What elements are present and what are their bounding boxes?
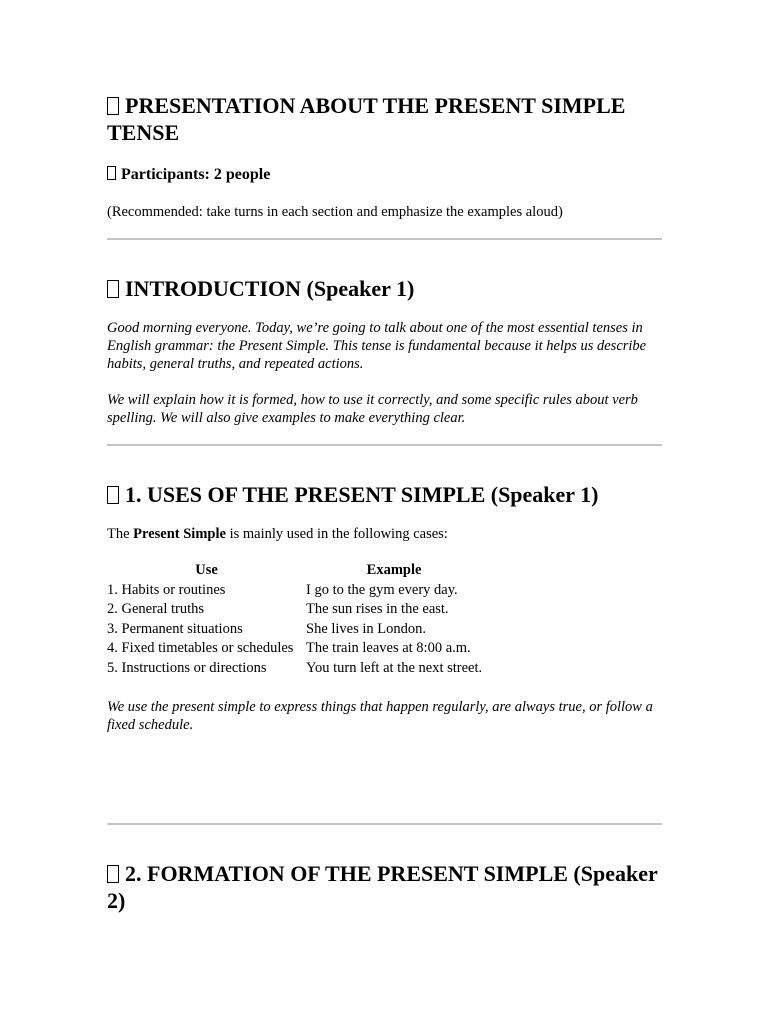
table-row bbox=[107, 659, 482, 679]
uses-table bbox=[107, 561, 482, 678]
table-header-use: Use bbox=[195, 562, 218, 578]
uses-lead-pre: The bbox=[107, 526, 134, 542]
uses-lead-bold: Present Simple bbox=[133, 526, 226, 542]
document-title bbox=[107, 92, 662, 146]
table-cell-use: 3. Permanent situations bbox=[107, 620, 243, 637]
uses-lead-post: is mainly used in the following cases: bbox=[225, 526, 448, 542]
intro-heading bbox=[107, 275, 662, 302]
table-row bbox=[107, 639, 482, 659]
table-cell-use: 4. Fixed timetables or schedules bbox=[107, 640, 294, 656]
intro-paragraph-2: We will explain how it is formed, how to use it correctly, and some specific rules about verb spelling. We will also give examples to make everything clear. bbox=[107, 392, 638, 426]
uses-lead bbox=[107, 525, 662, 543]
table-cell-example: I go to the gym every day. bbox=[306, 581, 458, 598]
table-cell-use: 5. Instructions or directions bbox=[107, 659, 267, 676]
intro-heading-text: INTRODUCTION (Speaker 1) bbox=[125, 276, 415, 301]
table-row bbox=[107, 600, 482, 620]
table-header-row bbox=[107, 561, 482, 581]
document-title-text: PRESENTATION ABOUT THE PRESENT SIMPLE TENSE bbox=[107, 93, 626, 145]
intro-paragraph-1: Good morning everyone. Today, we’re going to talk about one of the most essential tenses in English grammar: the Present Simple. This tense is fundamental because it helps us describe habits, general truths, and repeated actions. bbox=[107, 320, 647, 372]
missing-glyph-icon bbox=[107, 166, 116, 180]
missing-glyph-icon bbox=[107, 280, 119, 298]
recommendation-text: (Recommended: take turns in each section and emphasize the examples aloud) bbox=[107, 204, 563, 220]
participants-heading bbox=[107, 165, 270, 185]
table-row bbox=[107, 581, 482, 601]
table-cell-use: 2. General truths bbox=[107, 601, 205, 617]
divider bbox=[107, 238, 662, 240]
table-cell-example: She lives in London. bbox=[306, 620, 427, 637]
table-cell-example: The train leaves at 8:00 a.m. bbox=[306, 640, 471, 656]
missing-glyph-icon bbox=[107, 97, 119, 115]
formation-heading bbox=[107, 860, 662, 914]
participants-text: Participants: 2 people bbox=[121, 166, 271, 183]
table-cell-example: You turn left at the next street. bbox=[306, 659, 483, 676]
divider bbox=[107, 444, 662, 446]
formation-heading-text: 2. FORMATION OF THE PRESENT SIMPLE (Speaker 2) bbox=[107, 861, 658, 913]
missing-glyph-icon bbox=[107, 865, 119, 883]
table-cell-use: 1. Habits or routines bbox=[107, 581, 226, 598]
uses-heading bbox=[107, 481, 662, 508]
uses-heading-text: 1. USES OF THE PRESENT SIMPLE (Speaker 1) bbox=[125, 482, 599, 507]
divider bbox=[107, 823, 662, 825]
table-cell-example: The sun rises in the east. bbox=[306, 601, 449, 617]
missing-glyph-icon bbox=[107, 486, 119, 504]
uses-summary: We use the present simple to express things that happen regularly, are always true, or follow a fixed schedule. bbox=[107, 699, 653, 733]
table-header-example: Example bbox=[366, 562, 422, 578]
table-row bbox=[107, 620, 482, 640]
